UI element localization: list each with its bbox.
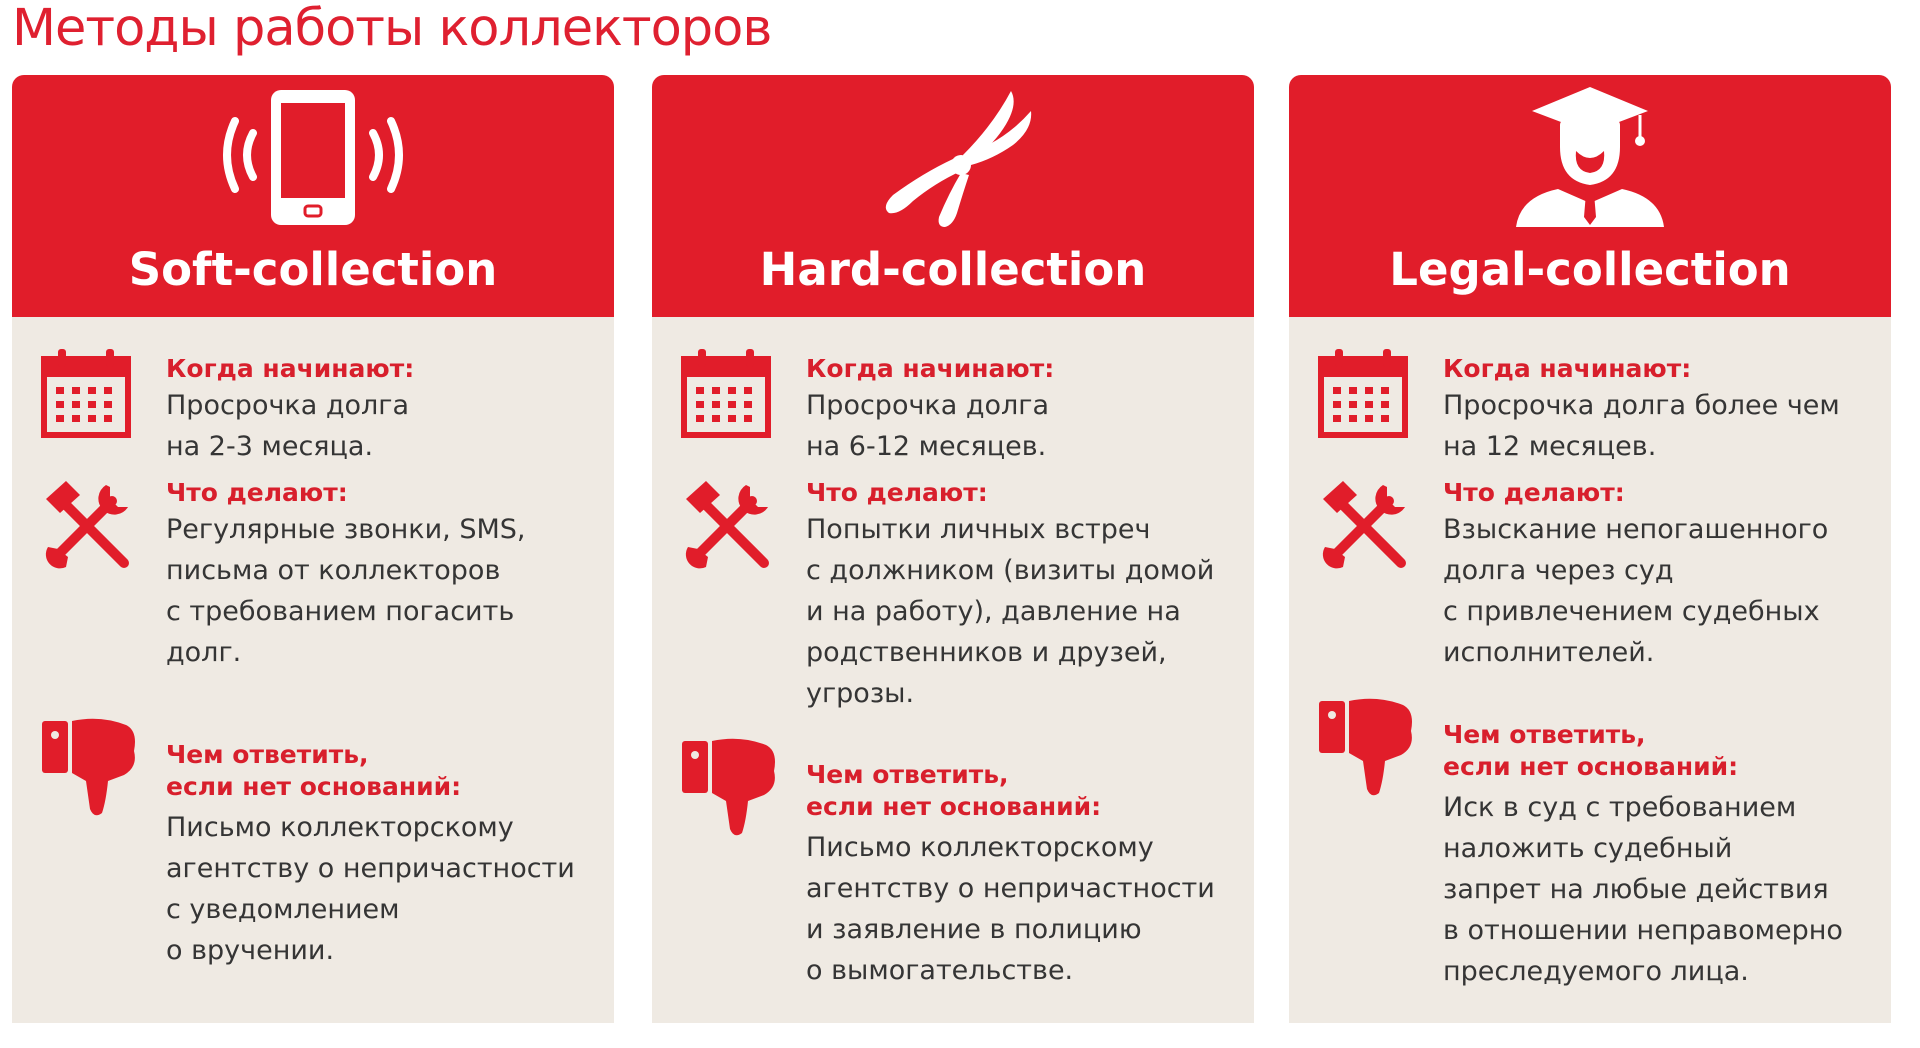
vibrating-phone-icon xyxy=(12,85,614,230)
card-title: Legal-collection xyxy=(1389,243,1791,296)
page-title: Методы работы коллекторов xyxy=(12,0,772,58)
tools-icon xyxy=(680,477,776,577)
answer-label: Чем ответить, если нет оснований: xyxy=(166,740,462,801)
card-soft-collection xyxy=(12,75,614,1023)
when-text: Просрочка долга более чем на 12 месяцев. xyxy=(1443,390,1840,462)
answer-text: Письмо коллекторскому агентству о непричастности с уведомлением о вручении. xyxy=(166,812,575,966)
what-text: Попытки личных встреч с должником (визиты домой и на работу), давление на родственников и друзей, угрозы. xyxy=(806,514,1215,709)
thumbs-down-icon xyxy=(1317,695,1417,803)
card-title: Soft-collection xyxy=(128,243,498,296)
card-header xyxy=(12,75,614,317)
card-title: Hard-collection xyxy=(759,243,1147,296)
card-legal-collection xyxy=(1289,75,1891,1023)
card-header xyxy=(1289,75,1891,317)
what-label: Что делают: xyxy=(806,478,988,507)
when-label: Когда начинают: xyxy=(166,354,415,383)
when-label: Когда начинают: xyxy=(1443,354,1692,383)
when-text: Просрочка долга на 2-3 месяца. xyxy=(166,390,410,462)
pliers-icon xyxy=(652,85,1254,230)
when-label: Когда начинают: xyxy=(806,354,1055,383)
answer-text: Иск в суд с требованием наложить судебный запрет на любые действия в отношении неправомерно преследуемого лица. xyxy=(1443,792,1843,987)
tools-icon xyxy=(40,477,136,577)
answer-label: Чем ответить, если нет оснований: xyxy=(806,760,1102,821)
answer-text: Письмо коллекторскому агентству о непричастности и заявление в полицию о вымогательстве. xyxy=(806,832,1215,986)
when-text: Просрочка долга на 6-12 месяцев. xyxy=(806,390,1050,462)
thumbs-down-icon xyxy=(40,715,140,823)
tools-icon xyxy=(1317,477,1413,577)
what-label: Что делают: xyxy=(166,478,348,507)
answer-label: Чем ответить, если нет оснований: xyxy=(1443,720,1739,781)
what-label: Что делают: xyxy=(1443,478,1625,507)
thumbs-down-icon xyxy=(680,735,780,843)
graduate-lawyer-icon xyxy=(1289,85,1891,230)
card-header xyxy=(652,75,1254,317)
calendar-icon xyxy=(1317,347,1409,443)
card-hard-collection xyxy=(652,75,1254,1023)
what-text: Взыскание непогашенного долга через суд с привлечением судебных исполнителей. xyxy=(1443,514,1829,668)
what-text: Регулярные звонки, SMS, письма от коллекторов с требованием погасить долг. xyxy=(166,514,526,668)
calendar-icon xyxy=(680,347,772,443)
calendar-icon xyxy=(40,347,132,443)
